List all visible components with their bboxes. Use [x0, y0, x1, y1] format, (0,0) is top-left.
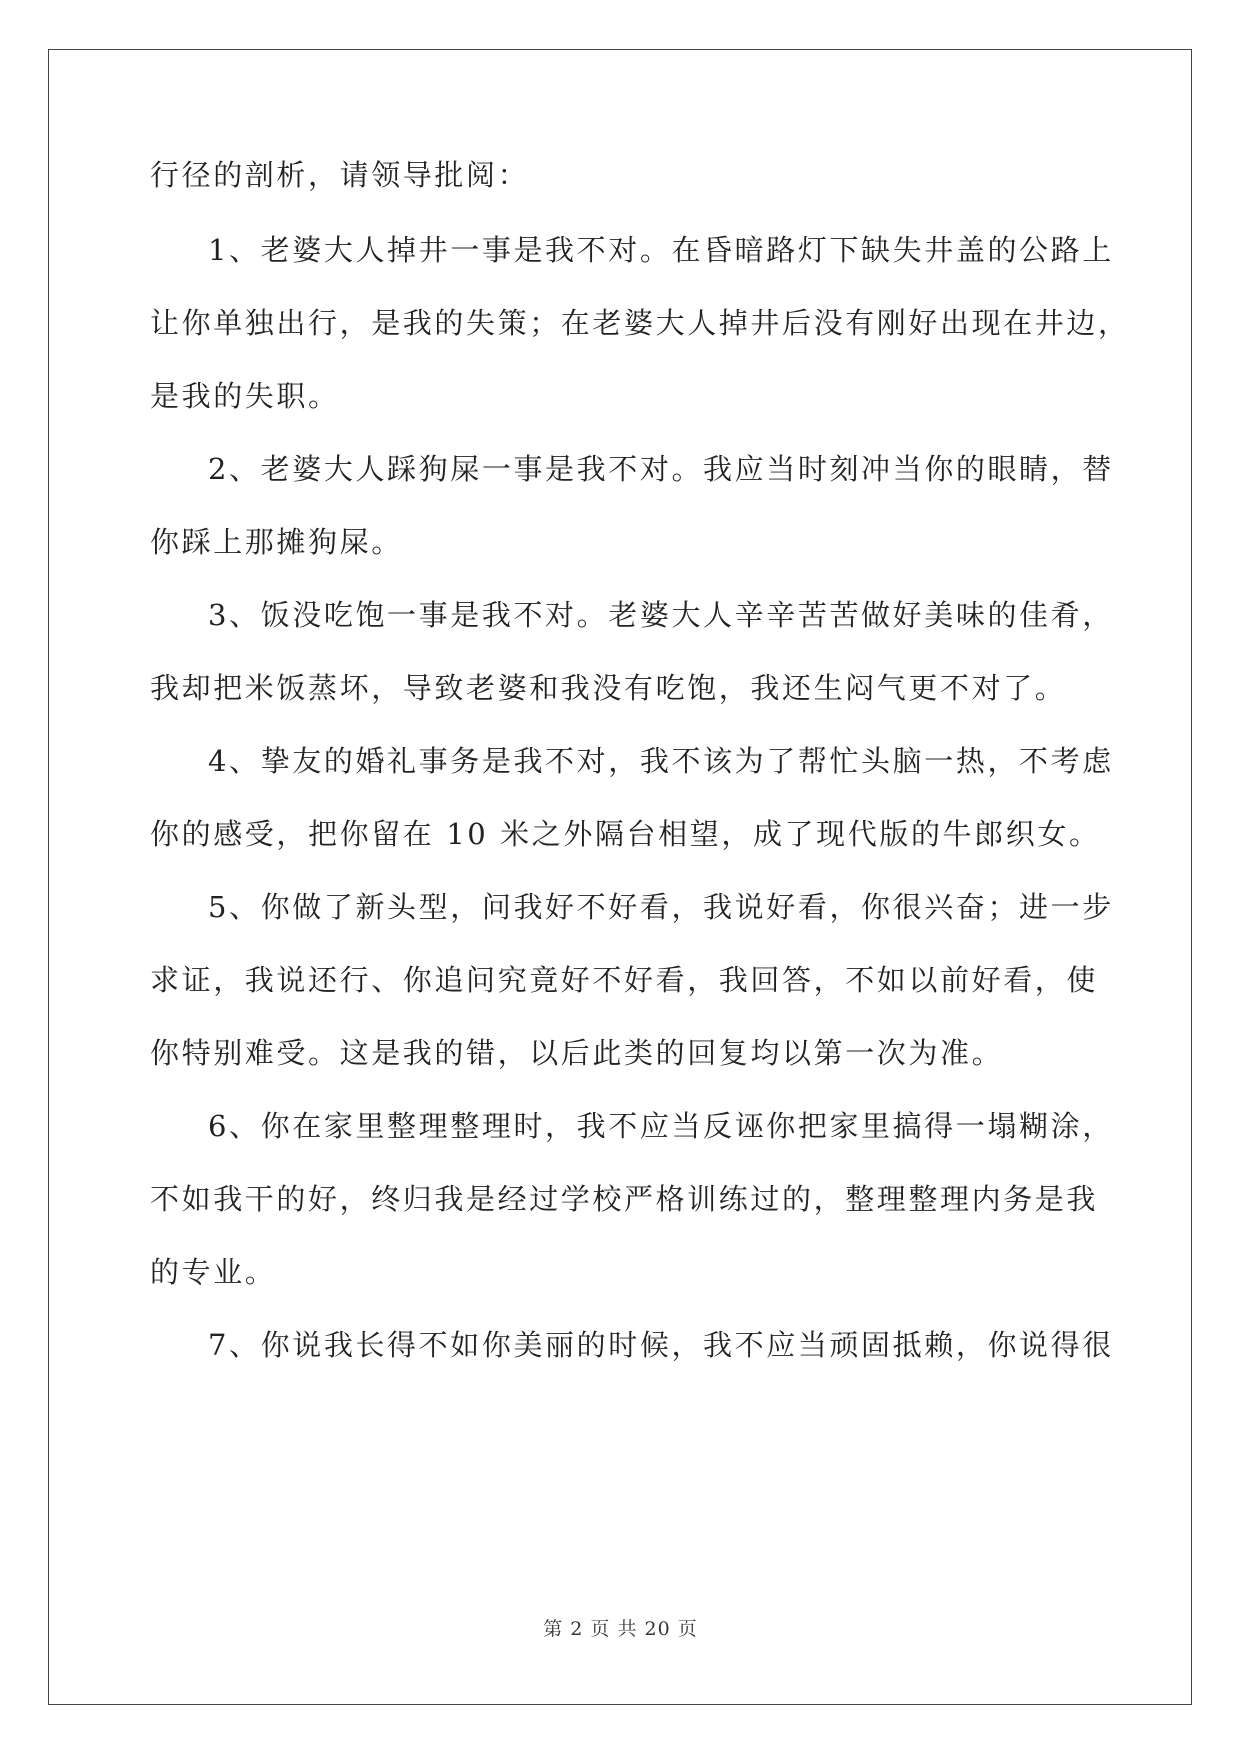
text-line: 让你单独出行，是我的失策；在老婆大人掉井后没有刚好出现在井边， — [150, 306, 1130, 340]
text-line: 2、老婆大人踩狗屎一事是我不对。我应当时刻冲当你的眼睛，替 — [208, 452, 1114, 486]
text-line: 6、你在家里整理整理时，我不应当反诬你把家里搞得一塌糊涂， — [208, 1109, 1114, 1143]
text-line: 的专业。 — [150, 1255, 277, 1289]
text-line: 是我的失职。 — [150, 379, 340, 413]
text-line: 3、饭没吃饱一事是我不对。老婆大人辛辛苦苦做好美味的佳肴， — [208, 598, 1114, 632]
text-line: 4、挚友的婚礼事务是我不对，我不该为了帮忙头脑一热，不考虑 — [208, 744, 1114, 778]
text-line: 你踩上那摊狗屎。 — [150, 525, 403, 559]
text-line: 5、你做了新头型，问我好不好看，我说好看，你很兴奋；进一步 — [208, 890, 1114, 924]
text-line: 行径的剖析，请领导批阅： — [150, 158, 530, 192]
text-line: 你的感受，把你留在 10 米之外隔台相望，成了现代版的牛郎织女。 — [150, 817, 1101, 851]
text-line: 我却把米饭蒸坏，导致老婆和我没有吃饱，我还生闷气更不对了。 — [150, 671, 1067, 705]
text-line: 求证，我说还行、你追问究竟好不好看，我回答，不如以前好看，使 — [150, 963, 1099, 997]
page-number: 第 2 页 共 20 页 — [543, 1618, 698, 1640]
text-line: 你特别难受。这是我的错，以后此类的回复均以第一次为准。 — [150, 1036, 1004, 1070]
text-line: 7、你说我长得不如你美丽的时候，我不应当顽固抵赖，你说得很 — [208, 1328, 1114, 1362]
text-line: 不如我干的好，终归我是经过学校严格训练过的，整理整理内务是我 — [150, 1182, 1099, 1216]
page-border — [48, 49, 1192, 1705]
text-line: 1、老婆大人掉井一事是我不对。在昏暗路灯下缺失井盖的公路上 — [208, 233, 1114, 267]
